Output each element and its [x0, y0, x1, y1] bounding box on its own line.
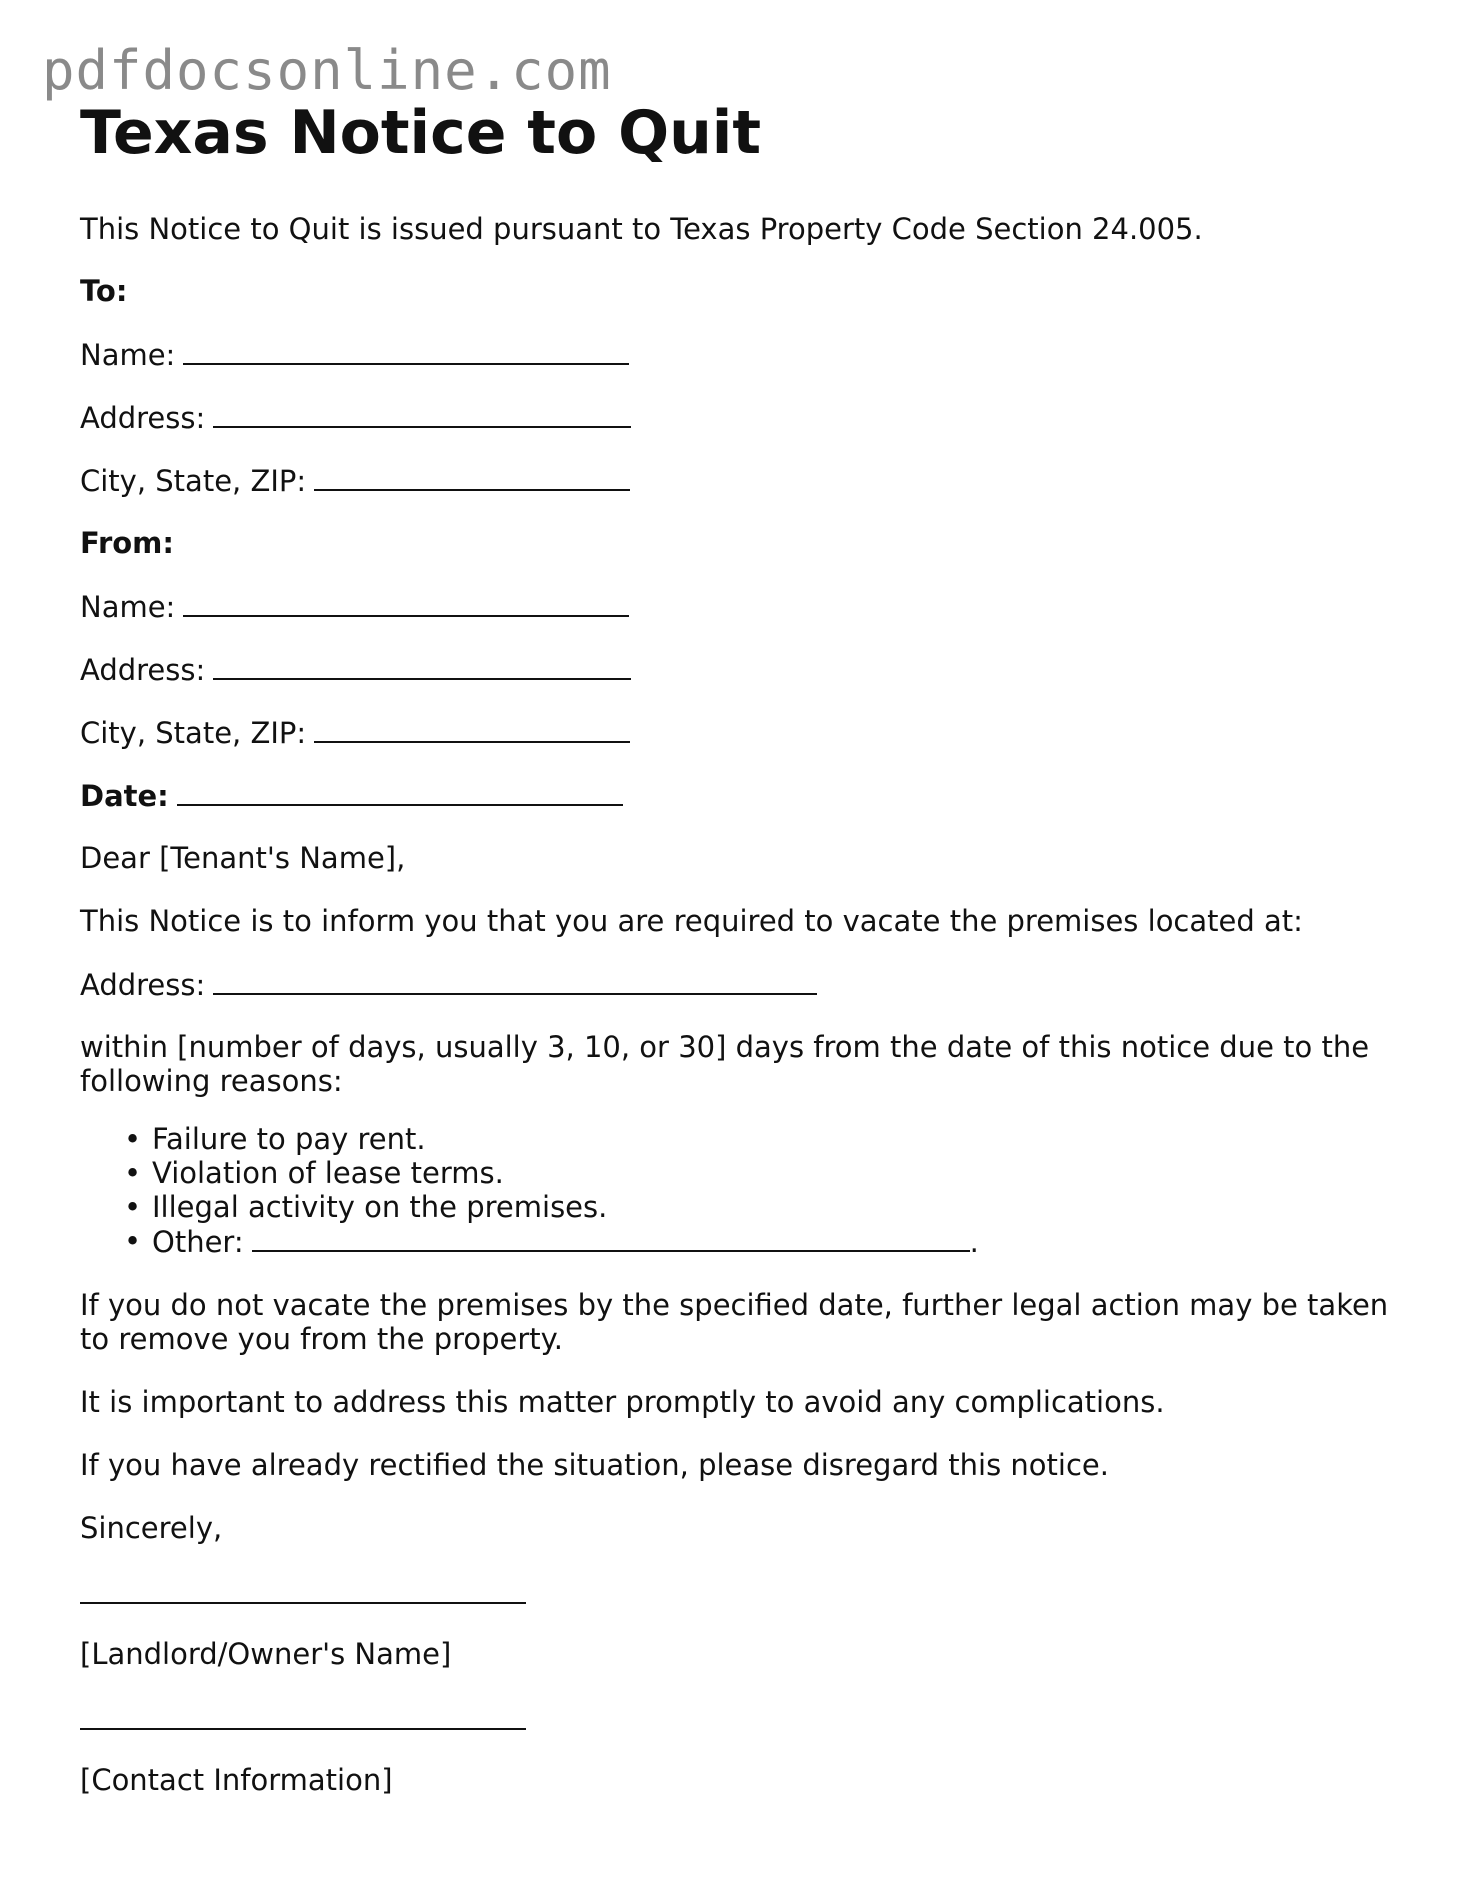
legal-action-text: If you do not vacate the premises by the specified date, further legal action may be taken to remove you from the property.: [80, 1288, 1389, 1356]
salutation: Dear [Tenant's Name],: [80, 841, 406, 875]
watermark: pdfdocsonline.com: [42, 39, 612, 102]
bullet-icon: •: [124, 1122, 142, 1156]
from-name-label: Name:: [80, 590, 176, 624]
to-city-row: [80, 463, 630, 498]
bullet-icon: •: [124, 1190, 142, 1224]
reason-text: Failure to pay rent.: [152, 1122, 426, 1156]
contact-line[interactable]: [80, 1728, 526, 1730]
to-address-row: [80, 400, 631, 435]
list-item: [124, 1190, 979, 1224]
premises-address-field[interactable]: [213, 967, 817, 995]
reasons-list: [124, 1122, 979, 1259]
landlord-name: [Landlord/Owner's Name]: [80, 1637, 452, 1671]
notice-sentence: This Notice is to inform you that you are required to vacate the premises located at:: [80, 904, 1303, 938]
date-label: Date:: [80, 779, 169, 813]
bullet-icon: •: [124, 1156, 142, 1190]
list-item: [124, 1156, 979, 1190]
other-suffix: .: [969, 1225, 979, 1259]
within-text: within [number of days, usually 3, 10, or 30] days from the date of this notice due to the following reasons:: [80, 1030, 1370, 1098]
bullet-icon: •: [124, 1224, 142, 1258]
from-name-field[interactable]: [183, 589, 629, 617]
reason-text: Illegal activity on the premises.: [152, 1190, 608, 1224]
promptly-text: It is important to address this matter promptly to avoid any complications.: [80, 1385, 1165, 1419]
from-city-label: City, State, ZIP:: [80, 716, 307, 750]
to-heading: To:: [80, 274, 128, 308]
contact-info: [Contact Information]: [80, 1763, 393, 1797]
page-title: Texas Notice to Quit: [80, 98, 762, 168]
reason-text: Violation of lease terms.: [152, 1156, 504, 1190]
signature-line[interactable]: [80, 1602, 526, 1604]
list-item: [124, 1224, 979, 1259]
reason-text: Other:: [152, 1225, 244, 1259]
from-address-field[interactable]: [213, 652, 631, 680]
date-row: [80, 778, 623, 813]
to-name-field[interactable]: [183, 337, 629, 365]
from-city-row: [80, 715, 630, 750]
disregard-text: If you have already rectified the situation, please disregard this notice.: [80, 1448, 1109, 1482]
list-item: [124, 1122, 979, 1156]
from-address-label: Address:: [80, 653, 206, 687]
to-name-label: Name:: [80, 338, 176, 372]
closing: Sincerely,: [80, 1511, 223, 1545]
date-field[interactable]: [177, 778, 623, 806]
to-city-label: City, State, ZIP:: [80, 464, 307, 498]
premises-address-row: [80, 967, 817, 1002]
to-city-field[interactable]: [314, 463, 630, 491]
other-reason-field[interactable]: [252, 1224, 970, 1252]
intro-text: This Notice to Quit is issued pursuant to Texas Property Code Section 24.005.: [80, 212, 1203, 246]
from-heading: From:: [80, 526, 174, 560]
from-address-row: [80, 652, 631, 687]
to-address-label: Address:: [80, 401, 206, 435]
to-address-field[interactable]: [213, 400, 631, 428]
premises-address-label: Address:: [80, 968, 206, 1002]
from-city-field[interactable]: [314, 715, 630, 743]
to-name-row: [80, 337, 629, 372]
from-name-row: [80, 589, 629, 624]
